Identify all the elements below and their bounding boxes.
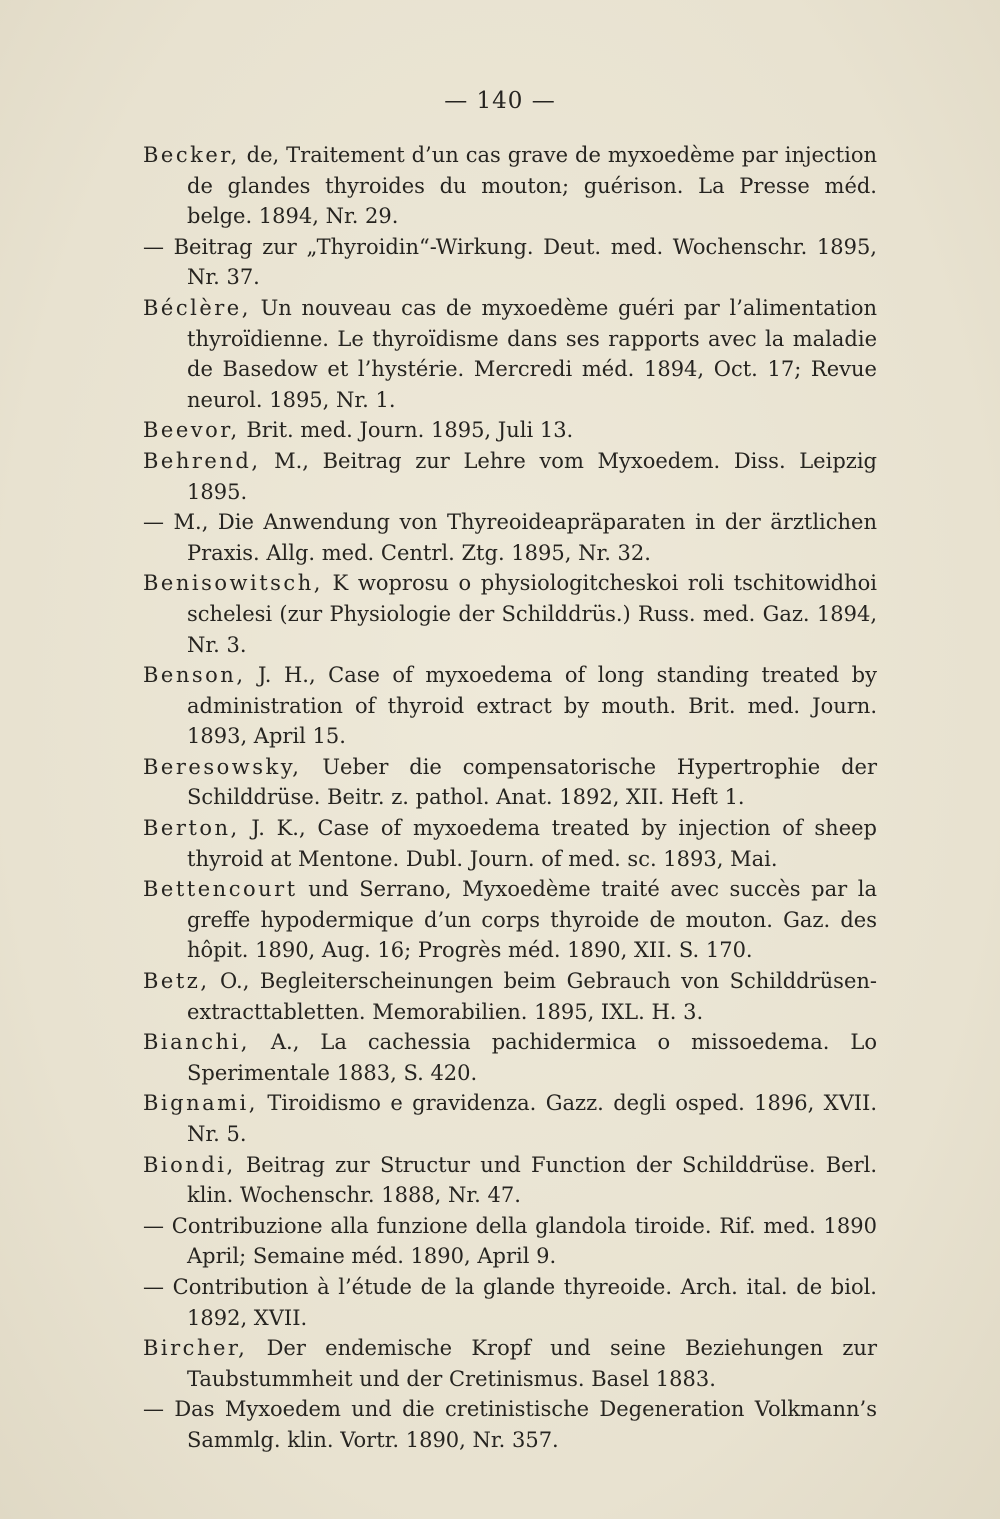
entry-author: Beevor, xyxy=(143,418,240,443)
page-number: — 140 — xyxy=(444,88,556,114)
entry-text: und Serrano, Myxoedème traité avec succès par la greffe hypodermique d’un corps thyroide de mouton. Gaz. des hôpit. 1890, Aug. 16; Progrès méd. 1890, XII. S. 170. xyxy=(187,877,877,963)
bibliography-entry xyxy=(143,813,877,874)
entry-author: Beresowsky, xyxy=(143,754,302,779)
bibliography-entry xyxy=(143,446,877,507)
entry-text: Tiroidismo e gravidenza. Gazz. degli osped. 1896, XVII. Nr. 5. xyxy=(187,1091,877,1146)
entry-author: Berton, xyxy=(143,816,240,841)
entry-author: Bianchi, xyxy=(143,1030,250,1055)
bibliography-entry xyxy=(143,415,877,446)
bibliography-entry xyxy=(143,1027,877,1088)
entry-author: Behrend, xyxy=(143,448,261,473)
entry-text: Brit. med. Journ. 1895, Juli 13. xyxy=(239,418,574,443)
entry-text: — Contribution à l’étude de la glande thyreoide. Arch. ital. de biol. 1892, XVII. xyxy=(143,1274,877,1330)
entry-text: K woprosu o physiologitcheskoi roli tschitowidhoi schelesi (zur Physiologie der Schilddrüs.) Russ. med. Gaz. 1894, Nr. 3. xyxy=(187,571,877,657)
entry-author: Becker, xyxy=(143,143,240,167)
bibliography-entry xyxy=(143,660,877,752)
entry-author: Benisowitsch, xyxy=(143,571,323,596)
entry-text: Beitrag zur Structur und Function der Schilddrüse. Berl. klin. Wochenschr. 1888, Nr. 47. xyxy=(187,1152,877,1208)
entry-author: Bignami, xyxy=(143,1091,258,1116)
entry-text: M., Beitrag zur Lehre vom Myxoedem. Diss. Leipzig 1895. xyxy=(187,448,877,504)
bibliography-entry xyxy=(143,1150,877,1211)
bibliography-entry xyxy=(143,966,877,1027)
bibliography-entry xyxy=(143,507,877,568)
entry-author: Béclère, xyxy=(143,295,251,320)
entry-text: — M., Die Anwendung von Thyreoideapräparaten in der ärztlichen Praxis. Allg. med. Centrl. Ztg. 1895, Nr. 32. xyxy=(143,510,877,565)
entry-author: Bettencourt xyxy=(143,877,298,902)
entry-text: — Beitrag zur „Thyroidin“-Wirkung. Deut. med. Wochenschr. 1895, Nr. 37. xyxy=(143,234,877,290)
bibliography-entry xyxy=(143,874,877,966)
entry-text: Ueber die compensatorische Hypertrophie der Schilddrüse. Beitr. z. pathol. Anat. 1892, XII. Heft 1. xyxy=(187,754,877,810)
entry-text: O., Begleiterscheinungen beim Gebrauch von Schilddrüsen-extracttabletten. Memorabilien. 1895, IXL. H. 3. xyxy=(187,969,877,1024)
bibliography-entry xyxy=(143,568,877,660)
bibliography-entry xyxy=(143,1272,877,1333)
entry-text: Der endemische Kropf und seine Beziehungen zur Taubstummheit und der Cretinismus. Basel 1883. xyxy=(187,1336,877,1391)
entry-text: J. H., Case of myxoedema of long standing treated by administration of thyroid extract by mouth. Brit. med. Journ. 1893, April 15. xyxy=(187,663,877,749)
entry-text: J. K., Case of myxoedema treated by injection of sheep thyroid at Mentone. Dubl. Journ. of med. sc. 1893, Mai. xyxy=(187,816,877,871)
bibliography-list xyxy=(143,140,877,1456)
bibliography-entry xyxy=(143,752,877,813)
entry-text: de, Traitement d’un cas grave de myxoedème par injection de glandes thyroides du mouton; guérison. La Presse méd. belge. 1894, Nr. 29. xyxy=(187,143,877,229)
bibliography-entry xyxy=(143,293,877,415)
bibliography-entry xyxy=(143,1333,877,1394)
entry-text: Un nouveau cas de myxoedème guéri par l’alimentation thyroïdienne. Le thyroïdisme dans ses rapports avec la maladie de Basedow et l’hystérie. Mercredi méd. 1894, Oct. 17; Revue neurol. 1895, Nr. 1. xyxy=(187,295,877,412)
entry-author: Betz, xyxy=(143,969,210,994)
bibliography-entry xyxy=(143,1211,877,1272)
entry-author: Benson, xyxy=(143,663,246,688)
bibliography-entry xyxy=(143,232,877,293)
entry-text: A., La cachessia pachidermica o missoedema. Lo Sperimentale 1883, S. 420. xyxy=(187,1030,877,1085)
bibliography-entry xyxy=(143,1088,877,1149)
bibliography-entry xyxy=(143,1394,877,1455)
entry-text: — Contribuzione alla funzione della glandola tiroide. Rif. med. 1890 April; Semaine méd. 1890, April 9. xyxy=(143,1213,877,1269)
entry-author: Bircher, xyxy=(143,1336,248,1361)
bibliography-entry xyxy=(143,140,877,232)
entry-author: Biondi, xyxy=(143,1152,236,1177)
entry-text: — Das Myxoedem und die cretinistische Degeneration Volkmann’s Sammlg. klin. Vortr. 1890, Nr. 357. xyxy=(143,1397,877,1452)
